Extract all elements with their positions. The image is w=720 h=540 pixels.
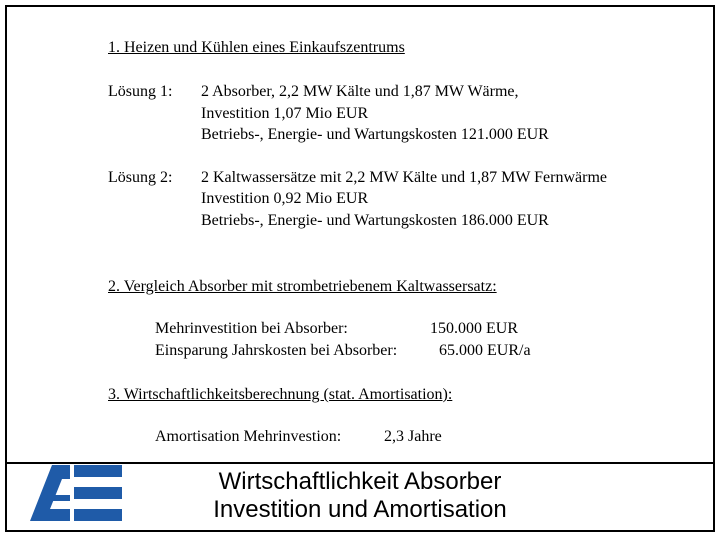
section3-heading: 3. Wirtschaftlichkeitsberechnung (stat. Amortisation): <box>108 386 453 403</box>
footer-title-line2: Investition und Amortisation <box>213 496 507 523</box>
company-logo-icon <box>30 465 122 521</box>
solution2-line1: 2 Kaltwassersätze mit 2,2 MW Kälte und 1,87 MW Fernwärme <box>201 169 607 186</box>
solution2-line2: Investition 0,92 Mio EUR <box>201 190 369 207</box>
section2-row2-label: Einsparung Jahrskosten bei Absorber: <box>155 342 398 359</box>
solution1-line1: 2 Absorber, 2,2 MW Kälte und 1,87 MW Wärme, <box>201 83 519 100</box>
solution2-line3: Betriebs-, Energie- und Wartungskosten 186.000 EUR <box>201 212 549 229</box>
section2-row1-label: Mehrinvestition bei Absorber: <box>155 320 348 337</box>
section2-heading: 2. Vergleich Absorber mit strombetriebenem Kaltwassersatz: <box>108 278 497 295</box>
footer-divider <box>5 462 715 464</box>
section2-row1-value: 150.000 EUR <box>430 320 518 337</box>
solution1-line3: Betriebs-, Energie- und Wartungskosten 121.000 EUR <box>201 126 549 143</box>
footer-title-line1: Wirtschaftlichkeit Absorber <box>218 468 502 495</box>
solution1-line2: Investition 1,07 Mio EUR <box>201 105 369 122</box>
section1-heading: 1. Heizen und Kühlen eines Einkaufszentrums <box>108 39 405 56</box>
section2-row2-value: 65.000 EUR/a <box>439 342 531 359</box>
footer-title <box>175 468 545 524</box>
section3-row1-value: 2,3 Jahre <box>384 428 442 445</box>
solution1-label: Lösung 1: <box>108 83 173 100</box>
section3-row1-label: Amortisation Mehrinvestion: <box>155 428 342 445</box>
solution2-label: Lösung 2: <box>108 169 173 186</box>
